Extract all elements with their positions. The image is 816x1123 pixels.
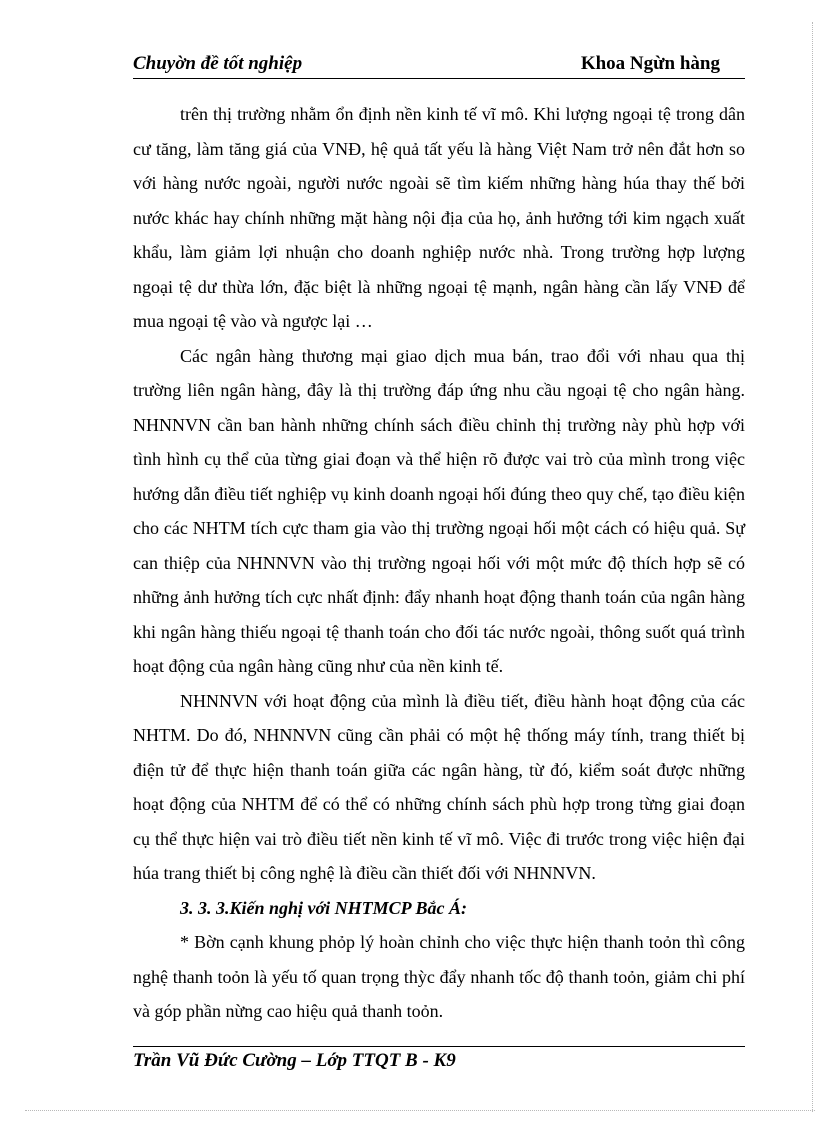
page-border-right — [812, 22, 813, 1112]
footer-divider — [133, 1046, 745, 1047]
page-header — [133, 50, 745, 79]
paragraph-2: Các ngân hàng thương mại giao dịch mua bán, trao đổi với nhau qua thị trường liên ngân hàng, đây là thị trường đáp ứng nhu cầu ngoại tệ cho ngân hàng. NHNNVN cần ban hành những chính sách điều chỉnh thị trường này phù hợp với tình hình cụ thể của từng giai đoạn và thể hiện rõ được vai trò của mình trong việc hướng dẫn điều tiết nghiệp vụ kinh doanh ngoại hối đúng theo quy chế, tạo điều kiện cho các NHTM tích cực tham gia vào thị trường ngoại hối một cách có hiệu quả. Sự can thiệp của NHNNVN vào thị trường ngoại hối với một mức độ thích hợp sẽ có những ảnh hưởng tích cực nhất định: đẩy nhanh hoạt động thanh toán của ngân hàng khi ngân hàng thiếu ngoại tệ thanh toán cho đối tác nước ngoài, thông suốt quá trình hoạt động của ngân hàng cũng như của nền kinh tế. — [133, 345, 745, 676]
paragraph-1: trên thị trường nhằm ổn định nền kinh tế vĩ mô. Khi lượng ngoại tệ trong dân cư tăng, làm tăng giá của VNĐ, hệ quả tất yếu là hàng Việt Nam trở nên đắt hơn so với hàng nước ngoài, người nước ngoài sẽ tìm kiếm những hàng húa thay thế bởi nước khác hay chính những mặt hàng nội địa của họ, ảnh hưởng tới kim ngạch xuất khẩu, làm giảm lợi nhuận cho doanh nghiệp nước nhà. Trong trường hợp lượng ngoại tệ dư thừa lớn, đặc biệt là những ngoại tệ mạnh, ngân hàng cần lấy VNĐ để mua ngoại tệ vào và ngược lại … — [133, 104, 745, 331]
paragraph-4: * Bờn cạnh khung phỏp lý hoàn chỉnh cho việc thực hiện thanh toỏn thì công nghệ thanh toỏn là yếu tố quan trọng thỳc đẩy nhanh tốc độ thanh toỏn, giảm chi phí và góp phần nừng cao hiệu quả thanh toỏn. — [133, 932, 745, 1021]
page-border-bottom — [25, 1110, 815, 1111]
document-body — [133, 97, 745, 1029]
paragraph-3: NHNNVN với hoạt động của mình là điều tiết, điều hành hoạt động của các NHTM. Do đó, NHNNVN cũng cần phải có một hệ thống máy tính, trang thiết bị điện tử để thực hiện thanh toán giữa các ngân hàng, từ đó, kiểm soát được những hoạt động của NHTM để có thể có những chính sách phù hợp trong từng giai đoạn cụ thể thực hiện vai trò điều tiết nền kinh tế vĩ mô. Việc đi trước trong việc hiện đại húa trang thiết bị công nghệ là điều cần thiết đối với NHNNVN. — [133, 690, 745, 883]
header-faculty: Khoa Ngừn hàng — [580, 53, 720, 74]
header-document-type: Chuyờn đề tốt nghiệp — [133, 53, 303, 74]
footer-author: Trần Vũ Đức Cường – Lớp TTQT B - K9 — [133, 1050, 456, 1071]
section-heading: 3. 3. 3.Kiến nghị với NHTMCP Bắc Á: — [180, 897, 468, 918]
